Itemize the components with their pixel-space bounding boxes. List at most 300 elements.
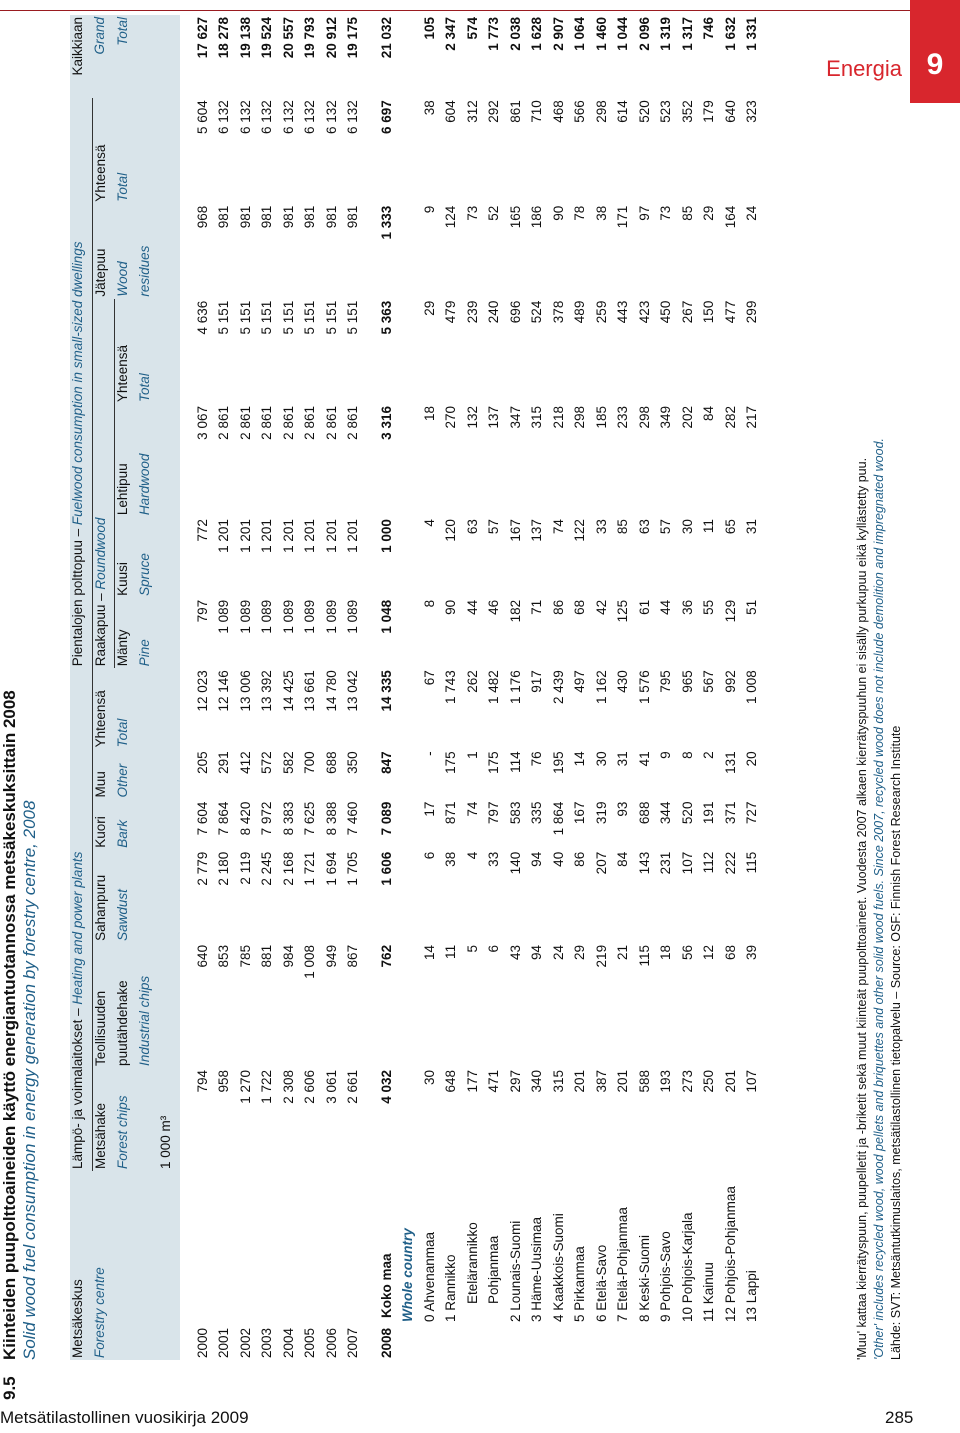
- table-cell: 582: [280, 751, 296, 774]
- table-cell: 335: [529, 801, 545, 825]
- table-cell: 4 032: [378, 1069, 394, 1104]
- table-cell: 74: [464, 801, 480, 817]
- table-cell: 5 151: [345, 300, 361, 335]
- table-cell: 477: [722, 300, 738, 324]
- table-cell: 29: [701, 205, 717, 221]
- table-cell: 1: [464, 751, 480, 759]
- table-cell: 688: [323, 751, 339, 774]
- table-cell: 1 089: [259, 599, 275, 634]
- table-cell: 201: [722, 1069, 738, 1093]
- col-header-fi: Lehtipuu: [115, 463, 130, 516]
- table-row: [526, 15, 548, 1360]
- table-cell: 574: [464, 17, 480, 40]
- table-cell: 39: [744, 944, 760, 960]
- row-label: 5 Pirkanmaa: [572, 1246, 588, 1322]
- table-cell: 31: [615, 751, 631, 767]
- table-cell: 7 972: [259, 801, 275, 836]
- table-cell: 8 383: [280, 801, 296, 836]
- col-header-fi: Kuusi: [115, 562, 130, 596]
- table-cell: 566: [572, 100, 588, 123]
- table-cell: 1 270: [237, 1069, 253, 1104]
- col-header-fi: Yhteensä: [92, 144, 108, 202]
- table-cell: 2 907: [550, 17, 566, 51]
- table-cell: 297: [507, 1069, 523, 1093]
- table-cell: 981: [259, 205, 275, 229]
- table-cell: 30: [679, 519, 695, 535]
- table-cell: 1 048: [378, 599, 394, 634]
- row-label: 9 Pohjois-Savo: [658, 1231, 674, 1322]
- table-cell: 524: [529, 300, 545, 324]
- table-cell: 55: [701, 599, 717, 615]
- table-row: [419, 15, 441, 1360]
- table-cell: 6 132: [323, 100, 339, 135]
- col-header-en: Total: [114, 718, 130, 748]
- table-cell: 443: [615, 300, 631, 324]
- table-title: Kiinteiden puupolttoaineiden käyttö energiantuotannossa metsäkeskuksittain 2008: [0, 690, 19, 1360]
- page-number: 285: [885, 1408, 914, 1427]
- col-header-en: Pine: [136, 639, 152, 667]
- table-cell: 65: [722, 519, 738, 535]
- header-row-1: [70, 15, 92, 1360]
- table-cell: 604: [443, 100, 459, 123]
- table-cell: 8 388: [323, 801, 339, 836]
- table-row: [299, 15, 321, 1360]
- table-cell: 292: [486, 100, 502, 123]
- table-row: [342, 15, 364, 1360]
- table-cell: 46: [486, 599, 502, 615]
- table-cell: 250: [701, 1069, 717, 1093]
- table-cell: 86: [572, 851, 588, 867]
- table-cell: 347: [507, 406, 523, 429]
- table-cell: 2 245: [259, 851, 275, 886]
- table-cell: 450: [658, 300, 674, 324]
- table-cell: 523: [658, 100, 674, 123]
- col-header-en: Bark: [114, 820, 130, 848]
- header-row-4: [137, 15, 159, 1360]
- table-cell: 282: [722, 406, 738, 429]
- table-cell: 2 119: [237, 851, 253, 885]
- row-label: 11 Kainuu: [701, 1262, 717, 1322]
- table-cell: 797: [486, 801, 502, 825]
- table-cell: 291: [216, 751, 232, 774]
- table-cell: 18 278: [216, 17, 232, 59]
- table-cell: 958: [216, 1069, 232, 1093]
- table-cell: 727: [744, 801, 760, 825]
- rowhead-en: Forestry centre: [92, 1267, 107, 1358]
- col-header-en2: residues: [136, 245, 152, 297]
- table-cell: 5: [464, 944, 480, 953]
- table-cell: 1 864: [550, 801, 566, 836]
- table-cell: 73: [464, 205, 480, 221]
- table-row: [462, 15, 484, 1360]
- table-cell: 182: [507, 599, 523, 623]
- table-cell: 378: [550, 300, 566, 324]
- row-label: 2000: [194, 1327, 210, 1358]
- table-cell: 992: [722, 670, 738, 693]
- roundwood-header: Raakapuu – Roundwood: [92, 299, 115, 669]
- table-cell: 981: [345, 205, 361, 229]
- table-cell: 18: [658, 944, 674, 960]
- table-cell: 696: [507, 300, 523, 324]
- table-cell: 1 721: [302, 851, 318, 886]
- table-cell: 9: [658, 751, 674, 759]
- col-header-fi: Teollisuuden: [92, 990, 108, 1066]
- table-cell: 3 061: [323, 1069, 339, 1104]
- table-cell: 29: [421, 300, 437, 316]
- row-label: 2006: [323, 1327, 339, 1358]
- table-cell: 94: [529, 944, 545, 960]
- table-cell: 201: [615, 1069, 631, 1093]
- table-cell: 13 006: [237, 670, 253, 712]
- table-row: [235, 15, 257, 1360]
- table-cell: 7 625: [302, 801, 318, 836]
- table-cell: 164: [722, 205, 738, 229]
- table-cell: 965: [679, 670, 695, 693]
- table-cell: 150: [701, 300, 717, 324]
- table-row: [278, 15, 300, 1360]
- table-cell: 12 146: [216, 670, 232, 712]
- table-cell: 968: [194, 205, 210, 229]
- table-cell: 1 176: [507, 670, 523, 704]
- table-cell: 7 604: [194, 801, 210, 836]
- table-cell: 2 861: [216, 406, 232, 440]
- table-cell: 2 180: [216, 851, 232, 886]
- table-cell: 2 861: [345, 406, 361, 440]
- table-cell: 5 151: [302, 300, 318, 335]
- table-cell: 881: [259, 944, 275, 968]
- group2-header: Pientalojen polttopuu – Fuelwood consumption in small-sized dwellings: [70, 98, 92, 668]
- table-cell: 8 420: [237, 801, 253, 836]
- table-cell: 4: [464, 851, 480, 860]
- table-cell: 233: [615, 406, 631, 429]
- table-cell: 20: [744, 751, 760, 767]
- table-cell: 44: [464, 599, 480, 615]
- table-cell: 68: [722, 944, 738, 960]
- row-label-en: Whole country: [400, 1228, 416, 1322]
- row-label: 12 Pohjois-Pohjanmaa: [722, 1186, 738, 1322]
- table-cell: 1 201: [323, 519, 339, 553]
- table-cell: 1 008: [302, 944, 318, 979]
- table-cell: 1 201: [280, 519, 296, 553]
- table-cell: 85: [679, 205, 695, 221]
- table-cell: 115: [744, 851, 760, 874]
- row-label: 2007: [345, 1327, 361, 1358]
- col-header-en: Total: [136, 373, 152, 403]
- table-cell: 1 333: [378, 205, 394, 240]
- table-cell: 177: [464, 1069, 480, 1093]
- table-cell: 2 096: [636, 17, 652, 51]
- table-cell: 13 392: [259, 670, 275, 712]
- col-header-en: Industrial chips: [136, 975, 152, 1066]
- table-cell: 13 661: [302, 670, 318, 712]
- col-header-fi: Kuori: [92, 816, 108, 848]
- table-cell: 2 861: [280, 406, 296, 440]
- table-cell: 12: [701, 944, 717, 960]
- table-cell: 1 694: [323, 851, 339, 886]
- table-cell: 13 042: [345, 670, 361, 712]
- table-cell: 19 138: [237, 17, 253, 59]
- table-cell: 298: [572, 406, 588, 429]
- table-cell: 74: [550, 519, 566, 535]
- table-cell: 36: [679, 599, 695, 615]
- table-cell: 1 089: [237, 599, 253, 634]
- table-cell: 772: [194, 519, 210, 542]
- table-cell: 240: [486, 300, 502, 324]
- table-cell: 7 460: [345, 801, 361, 836]
- table-cell: 185: [593, 406, 609, 429]
- table-cell: 412: [237, 751, 253, 774]
- table-cell: 371: [722, 801, 738, 825]
- table-row: [548, 15, 570, 1360]
- table-cell: 86: [550, 599, 566, 615]
- table-cell: 112: [701, 851, 717, 874]
- table-cell: 344: [658, 801, 674, 825]
- table-row: [634, 15, 656, 1360]
- row-label: 2002: [237, 1327, 253, 1358]
- table-cell: 57: [486, 519, 502, 535]
- footnote-en: 'Other' includes recycled wood, wood pellets and briquettes and other solid wood fuels. Since 2007, recycled wood does not include demolition and impregnated wood.: [872, 437, 886, 1360]
- table-row: [440, 15, 462, 1360]
- table-cell: 1 482: [486, 670, 502, 704]
- table-cell: 20 557: [280, 17, 296, 59]
- table-cell: 12 023: [194, 670, 210, 712]
- table-cell: 1 162: [593, 670, 609, 704]
- col-header-fi: Sahanpuru: [92, 874, 108, 941]
- table-cell: 30: [593, 751, 609, 767]
- table-cell: 1 089: [345, 599, 361, 634]
- table-cell: 1 089: [216, 599, 232, 634]
- table-cell: 1 000: [378, 519, 394, 553]
- table-cell: 205: [194, 751, 210, 774]
- table-cell: 2 861: [302, 406, 318, 440]
- table-cell: 614: [615, 100, 631, 123]
- table-cell: 648: [443, 1069, 459, 1093]
- table-cell: 1 606: [378, 851, 394, 886]
- table-row: [213, 15, 235, 1360]
- table-cell: 5 363: [378, 300, 394, 335]
- table-cell: 201: [572, 1069, 588, 1093]
- table-cell: 107: [679, 851, 695, 875]
- table-cell: 38: [443, 851, 459, 867]
- table-cell: 6 132: [345, 100, 361, 135]
- table-cell: 120: [443, 519, 459, 542]
- table-cell: 115: [636, 944, 652, 967]
- table-cell: 1 044: [615, 17, 631, 51]
- table-cell: 125: [615, 599, 631, 623]
- table-cell: 171: [615, 205, 631, 229]
- col-header-fi: Yhteensä: [115, 344, 130, 403]
- table-cell: 175: [443, 751, 459, 774]
- table-cell: 1 743: [443, 670, 459, 704]
- table-number: 9.5: [0, 1376, 19, 1400]
- table-cell: 259: [593, 300, 609, 324]
- table-cell: 2 439: [550, 670, 566, 704]
- table-cell: 41: [636, 751, 652, 767]
- table-cell: 105: [421, 17, 437, 40]
- table-cell: 44: [658, 599, 674, 615]
- table-cell: 349: [658, 406, 674, 429]
- table-cell: 6 132: [280, 100, 296, 135]
- table-cell: 1 008: [744, 670, 760, 704]
- table-cell: 847: [378, 751, 394, 774]
- table-cell: 688: [636, 801, 652, 825]
- table-cell: 11: [443, 944, 459, 959]
- table-cell: 31: [744, 519, 760, 535]
- table-row: [483, 15, 505, 1360]
- table-cell: 7 089: [378, 801, 394, 836]
- table-cell: 90: [443, 599, 459, 615]
- table-cell: 129: [722, 599, 738, 623]
- rotated-table-area: [0, 10, 940, 1400]
- table-cell: 6 132: [302, 100, 318, 135]
- table-cell: 981: [216, 205, 232, 229]
- col-header-en: Spruce: [136, 553, 152, 596]
- row-label: 3 Häme-Uusimaa: [529, 1216, 545, 1322]
- table-cell: 6: [421, 851, 437, 860]
- table-cell: 43: [507, 944, 523, 960]
- table-cell: 33: [486, 851, 502, 867]
- table-cell: 471: [486, 1069, 502, 1093]
- col-header-en: Sawdust: [114, 889, 130, 941]
- chapter-number-box: 9: [910, 0, 960, 103]
- table-cell: 140: [507, 851, 523, 875]
- unit-label: 1 000 m³: [158, 1115, 173, 1169]
- rowhead-fi: Metsäkeskus: [70, 1279, 85, 1358]
- col-header-fi2: puutähdehake: [114, 980, 130, 1066]
- table-cell: 746: [701, 17, 717, 40]
- fuel-table: [70, 15, 763, 1360]
- table-cell: 2 308: [280, 1069, 296, 1104]
- table-cell: 762: [378, 944, 394, 968]
- table-cell: 981: [302, 205, 318, 229]
- table-row: [612, 15, 634, 1360]
- row-label: 4 Kaakkois-Suomi: [550, 1213, 566, 1322]
- footnote-fi: 'Muu' kattaa kierrätyspuun, puupelletit ja -briketit sekä muut kiinteät puupolttoaineet. Vuodesta 2007 alkaen kierrätyspuuhun ei sisälly purkupuu eikä kyllästetty puu.: [855, 457, 869, 1360]
- table-cell: 981: [280, 205, 296, 229]
- row-label: 2003: [259, 1327, 275, 1358]
- table-cell: 93: [615, 801, 631, 817]
- table-cell: 917: [529, 670, 545, 693]
- table-cell: 51: [744, 599, 760, 615]
- table-cell: 40: [550, 851, 566, 867]
- table-cell: 42: [593, 599, 609, 615]
- table-cell: 2 861: [237, 406, 253, 440]
- table-cell: 195: [550, 751, 566, 774]
- unit-row: [158, 15, 180, 1360]
- table-cell: 63: [636, 519, 652, 535]
- table-cell: 8: [421, 599, 437, 608]
- table-cell: 2 038: [507, 17, 523, 51]
- table-cell: 340: [529, 1069, 545, 1093]
- table-cell: 319: [593, 801, 609, 825]
- row-label: 13 Lappi: [744, 1270, 760, 1322]
- table-cell: 6 132: [216, 100, 232, 135]
- table-cell: 794: [194, 1069, 210, 1093]
- table-cell: 207: [593, 851, 609, 875]
- table-cell: 981: [323, 205, 339, 229]
- table-cell: 4 636: [194, 300, 210, 335]
- table-cell: 1 089: [280, 599, 296, 634]
- table-cell: 21: [615, 944, 631, 960]
- table-cell: 1 064: [572, 17, 588, 51]
- table-cell: 468: [550, 100, 566, 123]
- col-header-fi: Metsähake: [92, 1102, 108, 1169]
- table-cell: 202: [679, 406, 695, 429]
- table-cell: 981: [237, 205, 253, 229]
- table-cell: 479: [443, 300, 459, 324]
- table-cell: 6 132: [259, 100, 275, 135]
- table-row: [505, 15, 527, 1360]
- table-cell: 71: [529, 599, 545, 615]
- table-row: [677, 15, 699, 1360]
- table-cell: 3 316: [378, 406, 394, 440]
- table-cell: 3 067: [194, 406, 210, 440]
- col-header-en: Other: [114, 763, 130, 798]
- table-cell: 84: [615, 851, 631, 867]
- col-header-fi: Muu: [92, 771, 108, 798]
- table-cell: 2 861: [323, 406, 339, 440]
- table-cell: 2 861: [259, 406, 275, 440]
- table-cell: 219: [593, 944, 609, 968]
- table-cell: 33: [593, 519, 609, 535]
- table-cell: 9: [421, 205, 437, 214]
- table-cell: 14 780: [323, 670, 339, 712]
- table-row: [698, 15, 720, 1360]
- table-cell: 2 347: [443, 17, 459, 51]
- table-cell: 143: [636, 851, 652, 875]
- table-cell: 179: [701, 100, 717, 123]
- grand-header-en2: Total: [114, 17, 130, 46]
- grand-header-fi: Kaikkiaan: [70, 17, 85, 76]
- table-row: [720, 15, 742, 1360]
- table-cell: 85: [615, 519, 631, 535]
- row-label: 2005: [302, 1327, 318, 1358]
- table-cell: 14 335: [378, 670, 394, 712]
- table-cell: 583: [507, 801, 523, 825]
- table-cell: 640: [194, 944, 210, 968]
- table-cell: 30: [421, 1069, 437, 1085]
- row-label: 2004: [280, 1327, 296, 1358]
- table-cell: 29: [572, 944, 588, 960]
- table-cell: 1 201: [216, 519, 232, 553]
- table-cell: 387: [593, 1069, 609, 1093]
- row-label: 2008Koko maa: [378, 1253, 394, 1358]
- table-cell: 2: [701, 751, 717, 759]
- table-cell: 315: [529, 406, 545, 429]
- table-cell: 24: [550, 944, 566, 960]
- table-cell: 299: [744, 300, 760, 324]
- table-cell: 5 151: [323, 300, 339, 335]
- table-cell: 5 604: [194, 100, 210, 135]
- table-cell: 270: [443, 406, 459, 429]
- running-header: Metsätilastollinen vuosikirja 2009: [0, 1408, 249, 1427]
- table-cell: 67: [421, 670, 437, 686]
- table-cell: 124: [443, 205, 459, 229]
- table-cell: 167: [507, 519, 523, 542]
- table-cell: 193: [658, 1069, 674, 1093]
- table-cell: 167: [572, 801, 588, 825]
- chapter-name: Energia: [826, 56, 902, 81]
- row-label: 10 Pohjois-Karjala: [679, 1212, 695, 1322]
- table-cell: 222: [722, 851, 738, 875]
- header-row-3: [115, 15, 137, 1360]
- table-cell: 520: [679, 801, 695, 825]
- table-row: [192, 15, 214, 1360]
- table-cell: 2 661: [345, 1069, 361, 1104]
- table-cell: 1 628: [529, 17, 545, 51]
- table-cell: 1 576: [636, 670, 652, 704]
- table-cell: 1 201: [237, 519, 253, 553]
